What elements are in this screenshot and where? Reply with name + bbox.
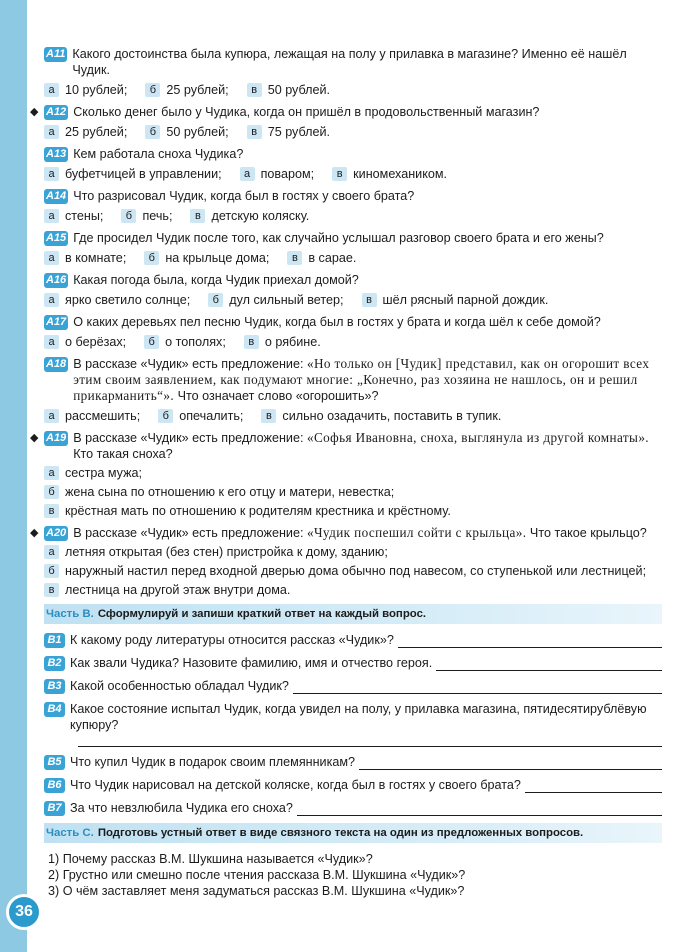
- question-item: [44, 146, 662, 182]
- question-text: Что купил Чудик в подарок своим племянникам?: [70, 755, 356, 769]
- option-text: о берёзах;: [65, 335, 127, 349]
- option-text: опечалить;: [179, 409, 244, 423]
- question-number: В4: [44, 702, 65, 717]
- option-text: дул сильный ветер;: [229, 293, 344, 307]
- question-line: [44, 46, 662, 78]
- question-number: А13: [46, 148, 67, 160]
- option-text: о рябине.: [264, 335, 321, 349]
- answer-options: [44, 82, 662, 98]
- option-letter: б: [44, 564, 59, 578]
- answer-option[interactable]: [44, 82, 127, 98]
- question-number: А12: [46, 106, 67, 118]
- answer-option[interactable]: [44, 250, 126, 266]
- question-line: [44, 356, 662, 404]
- option-text: лестница на другой этаж внутри дома.: [65, 583, 291, 597]
- answer-option[interactable]: [247, 82, 330, 98]
- answer-options: [44, 544, 662, 598]
- answer-line[interactable]: [297, 804, 662, 816]
- option-text: в комнате;: [65, 251, 127, 265]
- diamond-marker-icon: ◆: [30, 527, 39, 539]
- option-text: на крыльце дома;: [165, 251, 270, 265]
- option-letter: в: [332, 167, 347, 181]
- answer-line[interactable]: [436, 659, 662, 671]
- page-margin-bar: [0, 0, 27, 952]
- question-number: В5: [44, 755, 65, 770]
- option-text: сильно озадачить, поставить в тупик.: [282, 409, 502, 423]
- answer-option[interactable]: [44, 544, 662, 560]
- option-letter: а: [44, 125, 59, 139]
- essay-question: 2) Грустно или смешно после чтения рассказа В.М. Шукшина «Чудик»?: [48, 868, 466, 882]
- answer-options: [44, 292, 662, 308]
- question-line: [44, 314, 662, 330]
- option-letter: б: [144, 251, 159, 265]
- question-item: [44, 46, 662, 98]
- question-item: [44, 272, 662, 308]
- short-answer-question: [44, 777, 662, 793]
- option-letter: б: [44, 485, 59, 499]
- option-letter: в: [247, 83, 262, 97]
- question-item: [44, 356, 662, 424]
- option-text: 25 рублей;: [65, 125, 128, 139]
- question-number: В2: [44, 656, 65, 671]
- question-prompt: Что разрисовал Чудик, когда был в гостях у своего брата?: [73, 189, 415, 203]
- answer-option[interactable]: [145, 82, 228, 98]
- question-text: [73, 104, 662, 120]
- question-item: [44, 314, 662, 350]
- question-quote: «Чудик поспешил сойти с крыльца».: [306, 525, 527, 540]
- question-prompt: О каких деревьях пел песню Чудик, когда был в гостях у брата и когда шёл к себе домой?: [73, 315, 601, 329]
- answer-option[interactable]: [287, 250, 356, 266]
- option-letter: в: [244, 335, 259, 349]
- short-answer-question: [44, 655, 662, 671]
- option-text: стены;: [65, 209, 104, 223]
- option-letter: а: [44, 167, 59, 181]
- option-text: в сарае.: [308, 251, 357, 265]
- short-answer-question: [44, 678, 662, 694]
- answer-options: [44, 334, 662, 350]
- question-prompt: Кем работала сноха Чудика?: [73, 147, 244, 161]
- question-ask: Что такое крыльцо?: [529, 526, 647, 540]
- option-text: жена сына по отношению к его отцу и матери, невестка;: [65, 485, 395, 499]
- short-answer-question: [44, 754, 662, 770]
- question-line: [30, 104, 662, 120]
- question-text: [73, 272, 662, 288]
- answer-options: [44, 250, 662, 266]
- question-text: За что невзлюбила Чудика его сноха?: [70, 801, 293, 815]
- question-number: А11: [46, 48, 66, 60]
- option-text: 75 рублей.: [267, 125, 331, 139]
- question-quote: «Но только он [Чудик] представил, как он огорошит всех этим своим заявлением, как подумают многие: „Конечно, раз хозяина не нашлось, он и решил прикарманить“».: [73, 356, 650, 403]
- option-letter: б: [121, 209, 136, 223]
- answer-option[interactable]: [158, 408, 243, 424]
- diamond-marker-icon: ◆: [30, 432, 39, 444]
- question-prompt: В рассказе «Чудик» есть предложение:: [73, 357, 304, 371]
- question-text: [73, 525, 662, 541]
- option-text: киномехаником.: [353, 167, 448, 181]
- answer-option[interactable]: [144, 334, 226, 350]
- question-text: Что Чудик нарисовал на детской коляске, когда был в гостях у своего брата?: [70, 778, 521, 792]
- page-content: [30, 46, 662, 899]
- option-letter: в: [362, 293, 377, 307]
- option-letter: б: [208, 293, 223, 307]
- option-letter: б: [145, 125, 160, 139]
- question-text: [73, 356, 662, 404]
- page-number: 36: [6, 894, 42, 930]
- part-b-label: Часть В.: [46, 608, 94, 620]
- answer-option[interactable]: [190, 208, 309, 224]
- answer-option[interactable]: [44, 465, 662, 481]
- option-letter: а: [44, 209, 59, 223]
- answer-option[interactable]: [44, 166, 222, 182]
- answer-option[interactable]: [44, 208, 103, 224]
- question-number: А19: [46, 432, 67, 444]
- option-letter: а: [44, 251, 59, 265]
- question-line: [44, 146, 662, 162]
- answer-line[interactable]: [525, 781, 662, 793]
- answer-options: [44, 408, 662, 424]
- question-text: Как звали Чудика? Назовите фамилию, имя и отчество героя.: [70, 656, 433, 670]
- option-letter: в: [287, 251, 302, 265]
- answer-line[interactable]: [359, 758, 662, 770]
- option-text: рассмешить;: [65, 409, 141, 423]
- answer-option[interactable]: [44, 563, 662, 579]
- option-text: о тополях;: [165, 335, 226, 349]
- answer-options: [44, 166, 662, 182]
- question-ask: Кто такая сноха?: [73, 447, 173, 461]
- question-text: Какой особенностью обладал Чудик?: [70, 679, 289, 693]
- option-letter: в: [261, 409, 276, 423]
- option-text: 10 рублей;: [65, 83, 128, 97]
- answer-option[interactable]: [145, 124, 228, 140]
- short-answer-question: [44, 800, 662, 816]
- option-letter: а: [44, 293, 59, 307]
- option-letter: б: [145, 83, 160, 97]
- answer-option[interactable]: [44, 503, 662, 519]
- question-text: [73, 430, 662, 462]
- option-text: 50 рублей.: [267, 83, 331, 97]
- question-line: [30, 525, 662, 541]
- part-c-label: Часть С.: [46, 827, 94, 839]
- part-c-instruction: Подготовь устный ответ в виде связного текста на один из предложенных вопросов.: [97, 827, 584, 839]
- option-letter: в: [44, 504, 59, 518]
- answer-option[interactable]: [44, 292, 190, 308]
- question-prompt: В рассказе «Чудик» есть предложение:: [73, 526, 304, 540]
- question-item: [30, 104, 662, 140]
- question-line: [44, 701, 662, 733]
- question-number: А16: [46, 274, 67, 286]
- option-letter: в: [44, 583, 59, 597]
- answer-option[interactable]: [44, 408, 140, 424]
- answer-option[interactable]: [44, 124, 127, 140]
- essay-question: 3) О чём заставляет меня задуматься рассказ В.М. Шукшина «Чудик»?: [48, 884, 465, 898]
- question-prompt: Сколько денег было у Чудика, когда он пришёл в продовольственный магазин?: [73, 105, 540, 119]
- question-item: [30, 525, 662, 598]
- option-letter: б: [158, 409, 173, 423]
- question-number: В7: [44, 801, 65, 816]
- option-text: буфетчицей в управлении;: [65, 167, 222, 181]
- answer-option[interactable]: [121, 208, 172, 224]
- answer-option[interactable]: [332, 166, 447, 182]
- question-number: А15: [46, 232, 67, 244]
- question-text: [73, 230, 662, 246]
- answer-line-row: [74, 735, 662, 747]
- answer-option[interactable]: [362, 292, 549, 308]
- short-answer-question: [44, 701, 662, 747]
- question-item: [44, 188, 662, 224]
- question-line: [44, 272, 662, 288]
- option-text: наружный настил перед входной дверью дома обычно под навесом, со ступенькой или лестницей;: [65, 564, 647, 578]
- answer-options: [44, 465, 662, 519]
- question-prompt: Какого достоинства была купюра, лежащая на полу у прилавка в магазине? Именно её нашёл Чудик.: [72, 47, 627, 77]
- question-prompt: Где просидел Чудик после того, как случайно услышал разговор своего брата и его жены?: [73, 231, 604, 245]
- question-text: [73, 188, 662, 204]
- option-letter: в: [190, 209, 205, 223]
- question-line: [44, 230, 662, 246]
- answer-option[interactable]: [208, 292, 343, 308]
- part-b-instruction: Сформулируй и запиши краткий ответ на каждый вопрос.: [97, 608, 427, 620]
- diamond-marker-icon: ◆: [30, 106, 39, 118]
- answer-option[interactable]: [247, 124, 330, 140]
- answer-option[interactable]: [240, 166, 315, 182]
- option-text: крёстная мать по отношению к родителям крестника и крёстному.: [65, 504, 451, 518]
- question-ask: Что означает слово «огорошить»?: [177, 389, 379, 403]
- answer-line[interactable]: [293, 682, 662, 694]
- question-number: А14: [46, 190, 67, 202]
- question-number: В3: [44, 679, 65, 694]
- question-number: А18: [46, 358, 67, 370]
- question-text: [72, 46, 662, 78]
- question-text: К какому роду литературы относится рассказ «Чудик»?: [70, 633, 394, 647]
- option-letter: а: [44, 335, 59, 349]
- answer-option[interactable]: [44, 582, 662, 598]
- option-text: печь;: [142, 209, 173, 223]
- option-letter: а: [44, 83, 59, 97]
- question-item: [30, 430, 662, 519]
- option-text: 50 рублей;: [166, 125, 229, 139]
- answer-option[interactable]: [244, 334, 321, 350]
- answer-option[interactable]: [144, 250, 269, 266]
- option-text: поваром;: [260, 167, 315, 181]
- part-a: [30, 46, 662, 598]
- short-answer-question: [44, 632, 662, 648]
- question-line: [44, 188, 662, 204]
- option-text: детскую коляску.: [211, 209, 310, 223]
- option-text: 25 рублей;: [166, 83, 229, 97]
- question-number: А17: [46, 316, 67, 328]
- question-prompt: Какая погода была, когда Чудик приехал домой?: [73, 273, 359, 287]
- option-letter: а: [44, 545, 59, 559]
- question-text: [73, 314, 662, 330]
- question-item: [44, 230, 662, 266]
- option-letter: а: [44, 466, 59, 480]
- essay-question: 1) Почему рассказ В.М. Шукшина называется «Чудик»?: [48, 852, 373, 866]
- question-number: А20: [46, 527, 67, 539]
- option-letter: а: [240, 167, 255, 181]
- option-text: сестра мужа;: [65, 466, 143, 480]
- option-letter: а: [44, 409, 59, 423]
- part-b-header: [44, 604, 662, 624]
- question-quote: «Софья Ивановна, сноха, выглянула из другой комнаты».: [306, 430, 650, 445]
- option-text: шёл рясный парной дождик.: [382, 293, 549, 307]
- answer-option[interactable]: [44, 484, 662, 500]
- question-text: [73, 146, 662, 162]
- answer-line[interactable]: [78, 735, 662, 747]
- part-c: [44, 851, 662, 899]
- answer-options: [44, 208, 662, 224]
- part-b: [44, 632, 662, 816]
- question-number: В6: [44, 778, 65, 793]
- option-text: ярко светило солнце;: [65, 293, 191, 307]
- question-number: В1: [44, 633, 65, 648]
- answer-line[interactable]: [398, 636, 662, 648]
- option-letter: в: [247, 125, 262, 139]
- answer-option[interactable]: [44, 334, 126, 350]
- question-text: Какое состояние испытал Чудик, когда увидел на полу, у прилавка магазина, пятидесятирублёвую купюру?: [70, 702, 647, 732]
- answer-options: [44, 124, 662, 140]
- option-letter: б: [144, 335, 159, 349]
- question-line: [30, 430, 662, 462]
- answer-option[interactable]: [261, 408, 501, 424]
- part-c-header: [44, 823, 662, 843]
- question-prompt: В рассказе «Чудик» есть предложение:: [73, 431, 304, 445]
- option-text: летняя открытая (без стен) пристройка к дому, зданию;: [65, 545, 388, 559]
